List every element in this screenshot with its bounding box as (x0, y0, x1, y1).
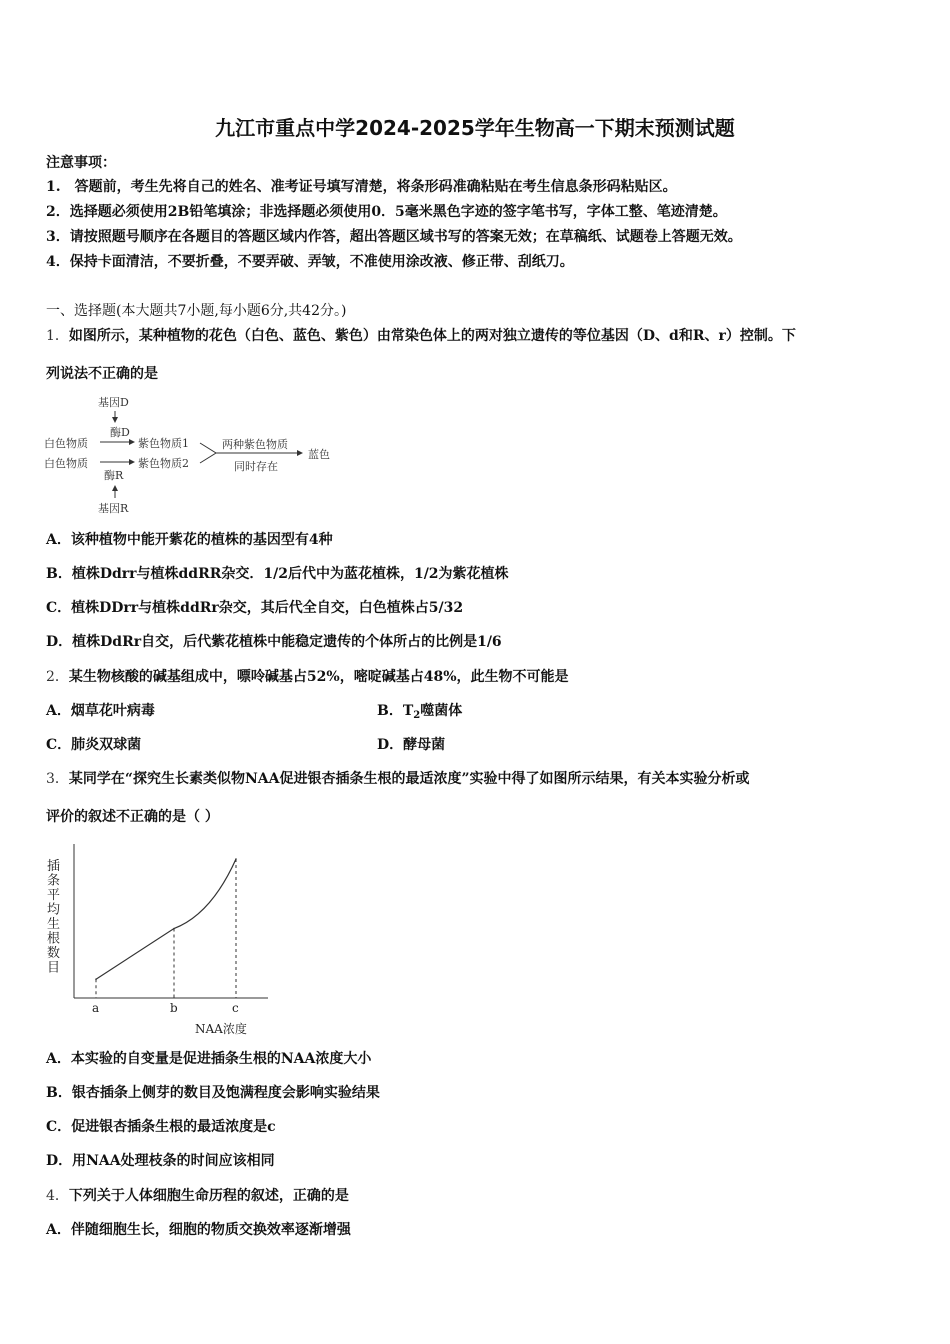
notice-heading: 注意事项： (46, 155, 116, 171)
q2-option-b-subscript: 2 (413, 710, 421, 721)
series-line (96, 859, 236, 979)
q3-option-a: A．本实验的自变量是促进插条生根的NAA浓度大小 (46, 1051, 372, 1067)
question-3-stem (46, 770, 750, 788)
q3-option-d: D．用NAA处理枝条的时间应该相同 (46, 1153, 275, 1169)
question-number: 2． (46, 669, 69, 685)
q4-option-a: A．伴随细胞生长，细胞的物质交换效率逐渐增强 (46, 1222, 351, 1238)
purple-substance-2: 紫色物质2 (138, 457, 189, 470)
q2-option-b (377, 702, 462, 725)
gene-r-label: 基因R (98, 502, 129, 515)
q3-option-b: B．银杏插条上侧芽的数目及饱满程度会影响实验结果 (46, 1085, 380, 1101)
section-heading: 一、选择题(本大题共7小题,每小题6分,共42分。) (46, 303, 347, 319)
q2-option-c: C．肺炎双球菌 (46, 737, 142, 753)
both-purple-label: 两种紫色物质 (222, 438, 288, 451)
notice-item: 4．保持卡面清洁，不要折叠，不要弄破、弄皱，不准使用涂改液、修正带、刮纸刀。 (46, 254, 574, 270)
q2-option-a: A．烟草花叶病毒 (46, 703, 155, 719)
purple-substance-1: 紫色物质1 (138, 437, 189, 450)
question-number: 1． (46, 328, 69, 344)
enzyme-r-label: 酶R (104, 469, 124, 482)
data-point-c (235, 858, 237, 860)
q1-option-c: C．植株DDrr与植株ddRr杂交，其后代全自交，白色植株占5/32 (46, 600, 464, 616)
question-1-stem (46, 327, 796, 345)
q2-option-d: D．酵母菌 (377, 737, 446, 753)
chart-series (92, 858, 239, 1015)
question-3-stem-line2: 评价的叙述不正确的是（ ） (46, 809, 219, 825)
white-substance-2: 白色物质 (44, 457, 88, 470)
q2-option-b-prefix: B．T (377, 703, 414, 719)
coexist-label: 同时存在 (234, 460, 278, 473)
page-title: 九江市重点中学2024-2025学年生物高一下期末预测试题 (215, 116, 735, 140)
notice-item: 3．请按照题号顺序在各题目的答题区域内作答，超出答题区域书写的答案无效；在草稿纸、试题卷上答题无效。 (46, 229, 742, 245)
y-axis-label: 插条平均生根数目 (47, 859, 61, 976)
question-4-stem (46, 1187, 349, 1205)
q1-option-a: A．该种植物中能开紫花的植株的基因型有4种 (46, 532, 333, 548)
notice-item: 2．选择题必须使用2B铅笔填涂；非选择题必须使用0．5毫米黑色字迹的签字笔书写，字体工整、笔迹清楚。 (46, 204, 727, 220)
q3-option-c: C．促进银杏插条生根的最适浓度是c (46, 1119, 276, 1135)
question-2-stem (46, 668, 569, 686)
flower-color-pathway-diagram (40, 392, 340, 518)
question-2-stem-text: 某生物核酸的碱基组成中，嘌呤碱基占52%，嘧啶碱基占48%，此生物不可能是 (68, 669, 569, 685)
q1-option-d: D．植株DdRr自交，后代紫花植株中能稳定遗传的个体所占的比例是1/6 (46, 634, 502, 650)
notice-item: 1. 答题前，考生先将自己的姓名、准考证号填写清楚，将条形码准确粘贴在考生信息条形码粘贴区。 (46, 179, 677, 195)
naa-concentration-chart (40, 838, 280, 1042)
x-axis-label: NAA浓度 (195, 1022, 247, 1036)
gene-d-label: 基因D (98, 396, 129, 409)
blue-label: 蓝色 (308, 448, 330, 461)
q1-option-b: B．植株Ddrr与植株ddRR杂交．1/2后代中为蓝花植株，1/2为紫花植株 (46, 566, 509, 582)
enzyme-d-label: 酶D (110, 426, 130, 439)
q2-option-b-suffix: 噬菌体 (420, 703, 463, 719)
data-point-b (173, 928, 175, 930)
question-3-stem-line1: 某同学在“探究生长素类似物NAA促进银杏插条生根的最适浓度”实验中得了如图所示结果，有关本实验分析或 (68, 771, 750, 787)
merge-bracket (200, 443, 216, 463)
x-tick-label-a: a (92, 1001, 100, 1015)
x-tick-label-c: c (232, 1001, 239, 1015)
question-1-stem-line2: 列说法不正确的是 (46, 366, 158, 382)
question-1-stem-line1: 如图所示，某种植物的花色（白色、蓝色、紫色）由常染色体上的两对独立遗传的等位基因（D、d和R、r）控制。下 (68, 328, 796, 344)
white-substance-1: 白色物质 (44, 437, 88, 450)
question-number: 4． (46, 1188, 69, 1204)
question-4-stem-text: 下列关于人体细胞生命历程的叙述，正确的是 (68, 1188, 349, 1204)
data-point-a (95, 978, 97, 980)
question-number: 3． (46, 771, 69, 787)
x-tick-label-b: b (170, 1001, 178, 1015)
